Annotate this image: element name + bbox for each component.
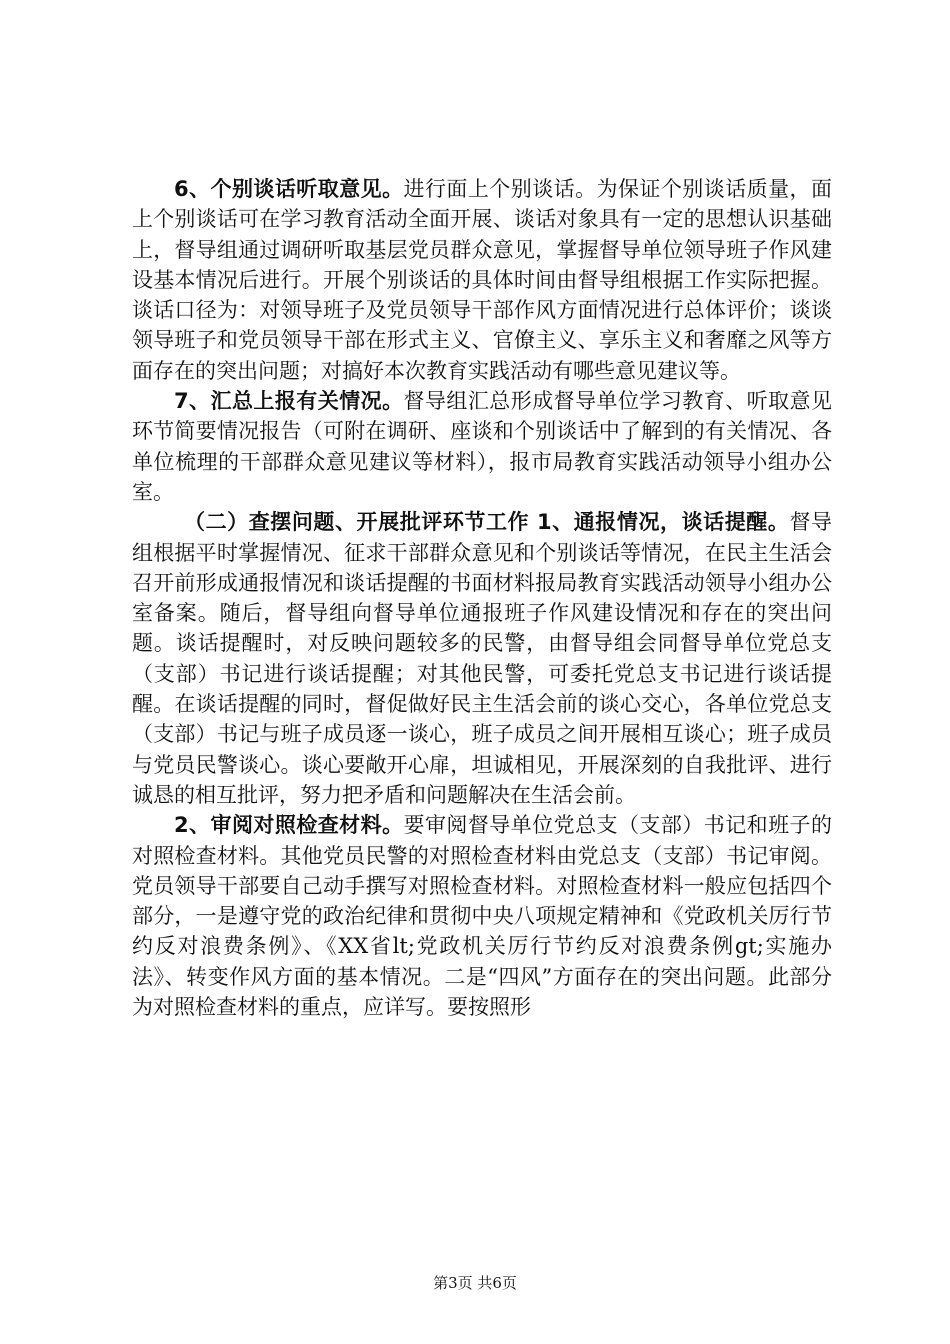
paragraph-text: 要审阅督导单位党总支（支部）书记和班子的对照检查材料。其他党员民警的对照检查材料由党总支（支部）书记审阅。党员领导干部要自己动手撰写对照检查材料。对照检查材料一般应包括四个部分，一是遵守党的政治纪律和贯彻中央八项规定精神和《党政机关厉行节约反对浪费条例》、《XX省lt;党政机关厉行节约反对浪费条例gt;实施办法》、转变作风方面的基本情况。二是“四风”方面存在的突出问题。此部分为对照检查材料的重点，应详写。要按照形: [132, 813, 832, 1020]
paragraph-text: 督导组根据平时掌握情况、征求干部群众意见和个别谈话等情况，在民主生活会召开前形成通报情况和谈话提醒的书面材料报局教育实践活动领导小组办公室备案。随后，督导组向督导单位通报班子作风建设情况和存在的突出问题。谈话提醒时，对反映问题较多的民警，由督导组会同督导单位党总支（支部）书记进行谈话提醒；对其他民警，可委托党总支书记进行谈话提醒。在谈话提醒的同时，督促做好民主生活会前的谈心交心，各单位党总支（支部）书记与班子成员逐一谈心，班子成员之间开展相互谈心；班子成员与党员民警谈心。谈心要敞开心扉，坦诚相见，开展深刻的自我批评、进行诚恳的相互批评，努力把矛盾和问题解决在生活会前。: [132, 510, 833, 807]
paragraph-individual-talks: [132, 174, 832, 386]
paragraph-text: 督导组汇总形成督导单位学习教育、听取意见环节简要情况报告（可附在调研、座谈和个别谈话中了解到的有关情况、各单位梳理的干部群众意见建议等材料），报市局教育实践活动领导小组办公室。: [132, 389, 832, 504]
paragraph-heading: （二）查摆问题、开展批评环节工作 1、通报情况，谈话提醒。: [184, 510, 790, 535]
page-number-footer: 第3页 共6页: [433, 1274, 517, 1292]
paragraph-heading: 6、个别谈话听取意见。: [174, 177, 404, 201]
document-body: [132, 174, 832, 1022]
paragraph-summary-report: [132, 386, 832, 507]
paragraph-criticism-stage: [132, 507, 832, 810]
paragraph-heading: 7、汇总上报有关情况。: [174, 389, 404, 414]
paragraph-heading: 2、审阅对照检查材料。: [174, 813, 404, 838]
paragraph-review-materials: [132, 810, 832, 1022]
paragraph-text: 进行面上个别谈话。为保证个别谈话质量，面上个别谈话可在学习教育活动全面开展、谈话对象具有一定的思想认识基础上，督导组通过调研听取基层党员群众意见，掌握督导单位领导班子作风建设基本情况后进行。开展个别谈话的具体时间由督导组根据工作实际把握。谈话口径为：对领导班子及党员领导干部作风方面情况进行总体评价；谈谈领导班子和党员领导干部在形式主义、官僚主义、享乐主义和奢靡之风等方面存在的突出问题；对搞好本次教育实践活动有哪些意见建议等。: [132, 177, 832, 383]
